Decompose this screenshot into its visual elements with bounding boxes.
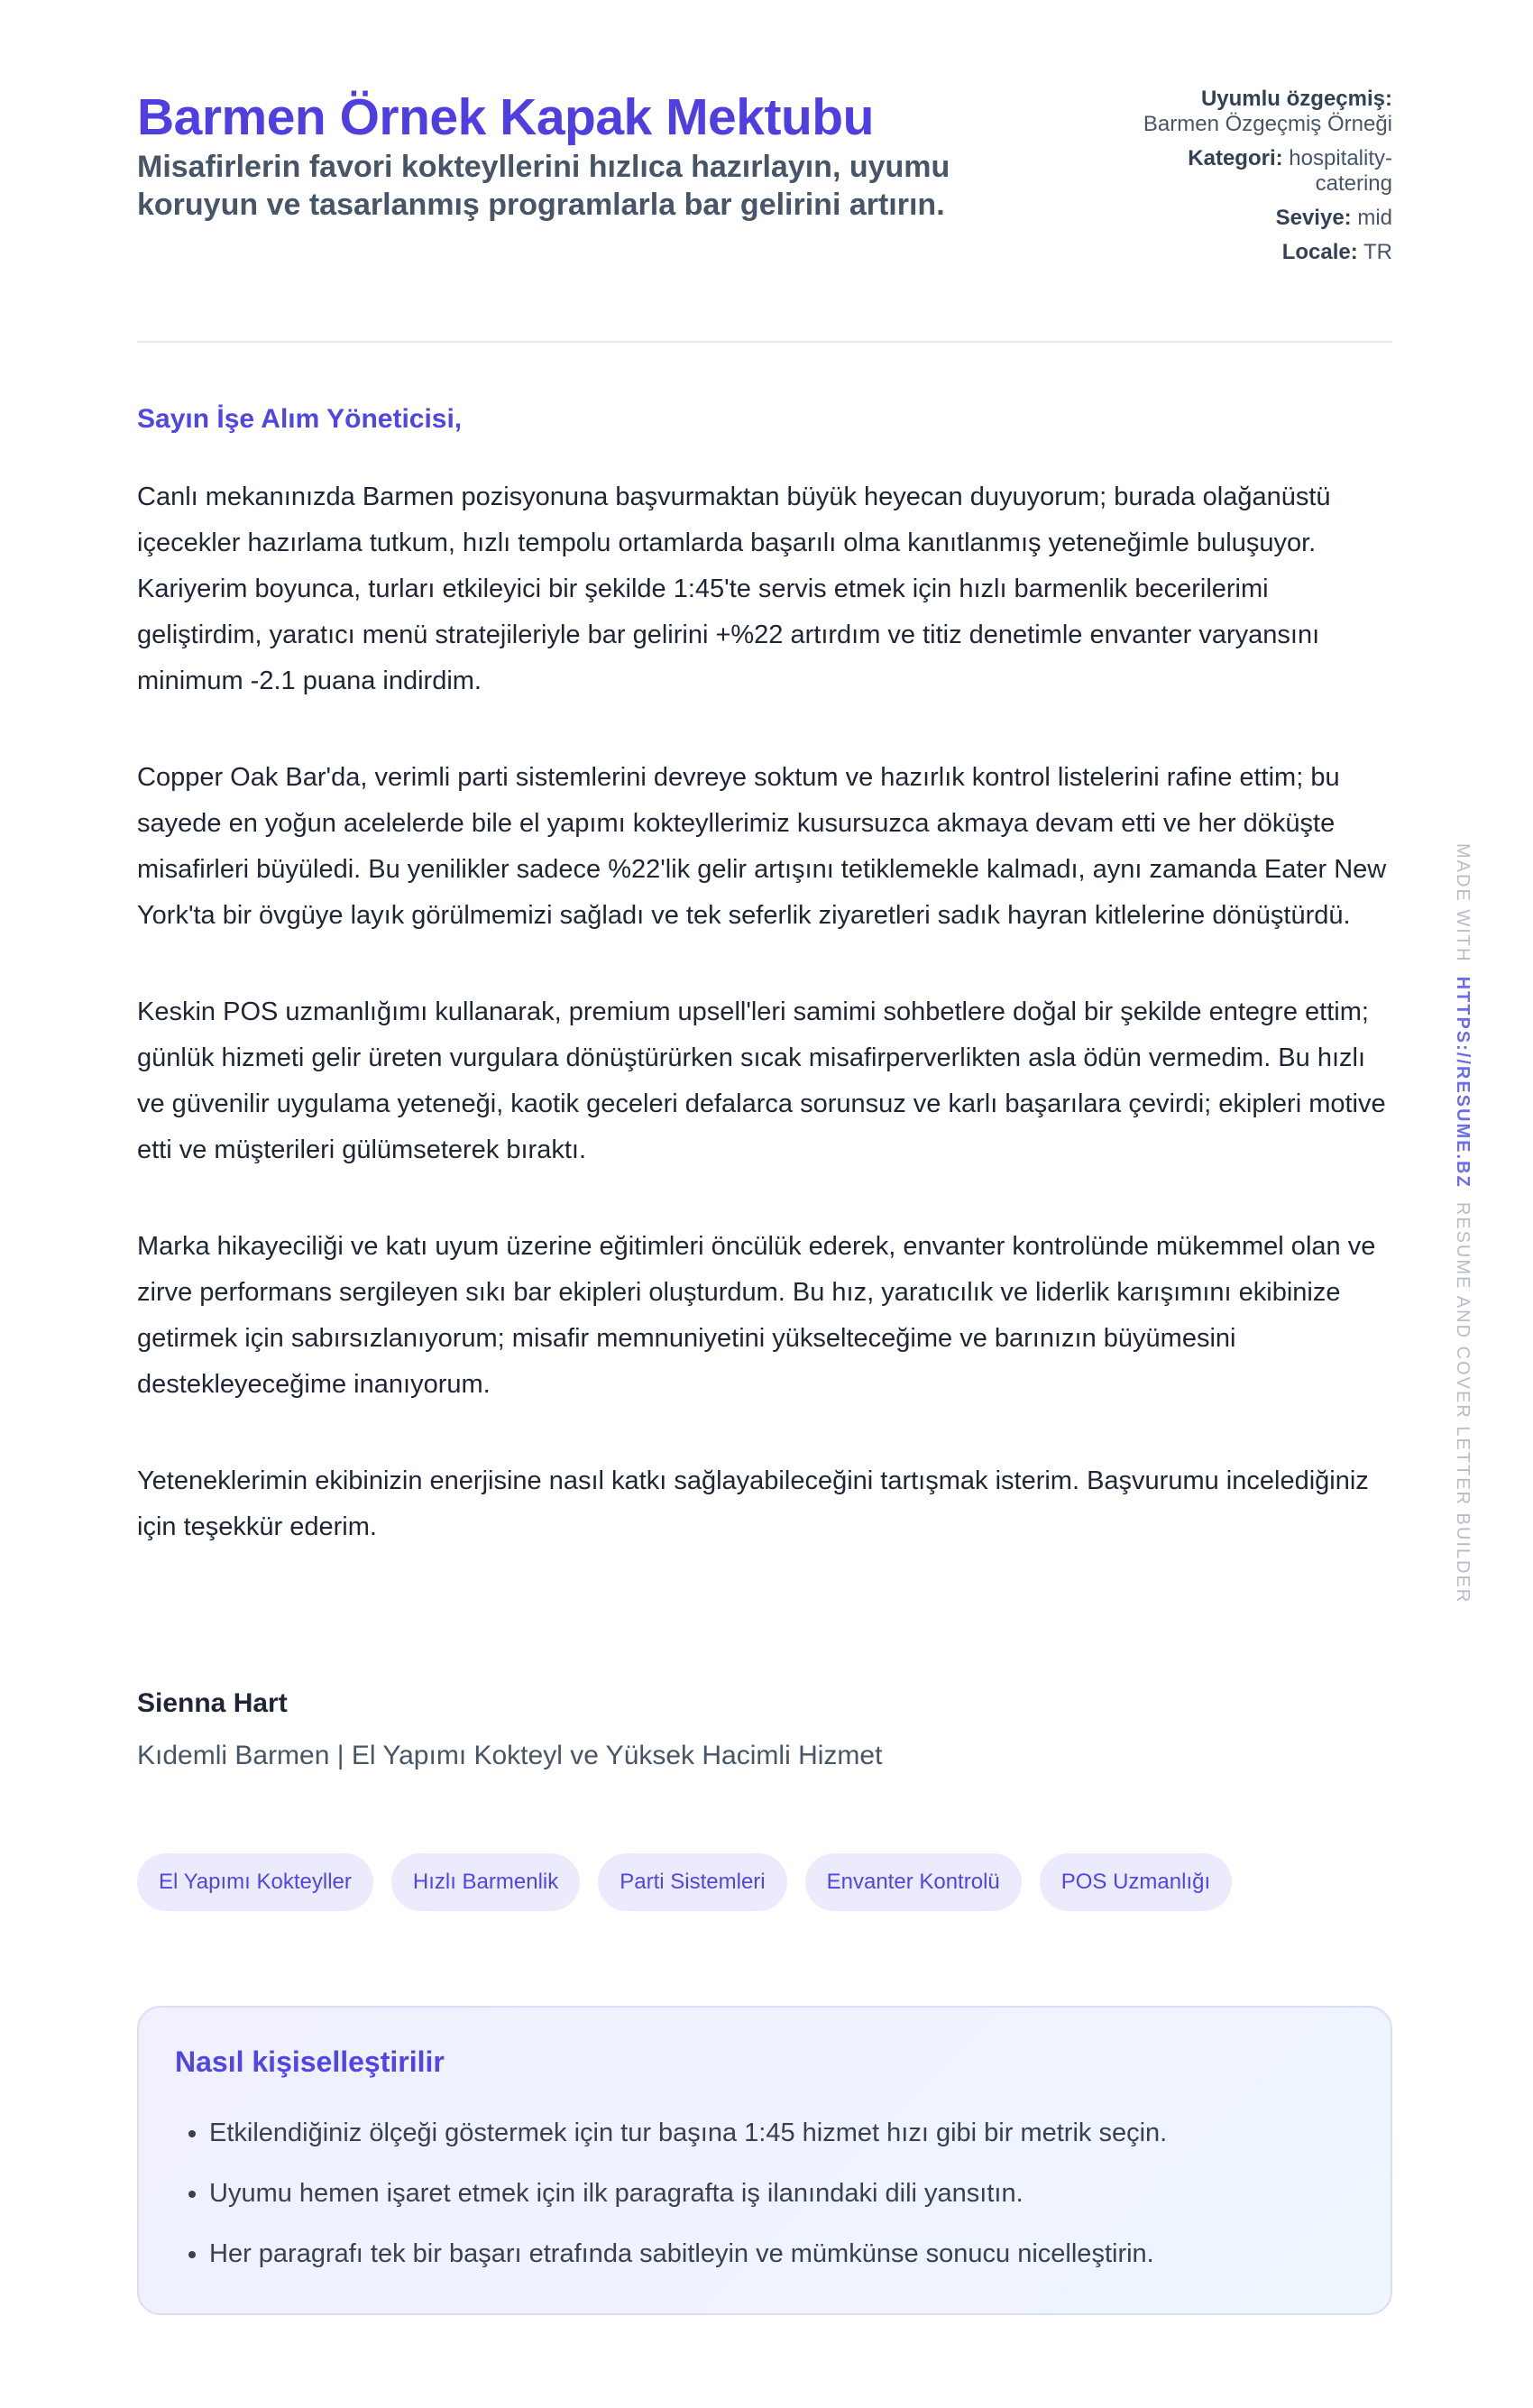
skill-tags bbox=[137, 1853, 1232, 1911]
personalization-tips bbox=[137, 2006, 1392, 2315]
paragraph: Canlı mekanınızda Barmen pozisyonuna başvurmaktan büyük heyecan duyuyorum; burada olağanüstü içecekler hazırlama tutkum, hızlı tempolu ortamlarda başarılı olma kanıtlanmış yeteneğimle buluşuyor. Kariyerim boyunca, turları etkileyici bir şekilde 1:45'te servis etmek için hızlı barmenlik becerilerimi geliştirdim, yaratıcı menü stratejileriyle bar gelirini +%22 artırdım ve titiz denetimle envanter varyansını minimum -2.1 puana indirdim. bbox=[137, 483, 1331, 695]
meta-category: Kategori: hospitality-catering bbox=[1188, 146, 1392, 196]
cover-letter-page bbox=[137, 0, 1392, 2268]
skill-tag: Hızlı Barmenlik bbox=[391, 1853, 580, 1911]
skill-tag: POS Uzmanlığı bbox=[1040, 1853, 1232, 1911]
page-title: Barmen Örnek Kapak Mektubu bbox=[137, 88, 874, 146]
resume-bz-link[interactable]: HTTPS://RESUME.BZ bbox=[1453, 976, 1473, 1189]
meta-level: Seviye: mid bbox=[1275, 206, 1392, 230]
page-subtitle: Misafirlerin favori kokteyllerini hızlıca hazırlayın, uyumu koruyun ve tasarlanmış programlarla bar gelirini artırın. bbox=[137, 150, 950, 222]
letter-body bbox=[137, 474, 1392, 1601]
signature-name: Sienna Hart bbox=[137, 1688, 288, 1718]
meta-locale: Locale: TR bbox=[1281, 240, 1392, 264]
tips-list bbox=[175, 2103, 1354, 2284]
tip-item: • Etkilendiğiniz ölçeği göstermek için tur başına 1:45 hizmet hızı gibi bir metrik seçin. bbox=[209, 2103, 1354, 2164]
skill-tag: Envanter Kontrolü bbox=[805, 1853, 1022, 1911]
greeting: Sayın İşe Alım Yöneticisi, bbox=[137, 404, 463, 434]
skill-tag: Parti Sistemleri bbox=[598, 1853, 786, 1911]
skill-tag: El Yapımı Kokteyller bbox=[137, 1853, 373, 1911]
tips-title: Nasıl kişiselleştirilir bbox=[175, 2045, 445, 2078]
paragraph: Keskin POS uzmanlığımı kullanarak, premium upsell'leri samimi sohbetlere doğal bir şekilde entegre ettim; günlük hizmeti gelir üreten vurgulara dönüştürürken sıcak misafirperverlikten asla ödün vermedim. Bu hızlı ve güvenilir uygulama yeteneği, kaotik geceleri defalarca sorunsuz ve karlı başarılara çevirdi; ekipleri motive etti ve müşterileri gülümseterek bıraktı. bbox=[137, 997, 1386, 1164]
meta-matching-resume: Uyumlu özgeçmiş: Barmen Özgeçmiş Örneği bbox=[1143, 87, 1392, 136]
paragraph: Yeteneklerimin ekibinizin enerjisine nasıl katkı sağlayabileceğini tartışmak isterim. Başvurumu incelediğiniz için teşekkür ederim. bbox=[137, 1466, 1369, 1541]
signature-title: Kıdemli Barmen | El Yapımı Kokteyl ve Yüksek Hacimli Hizmet bbox=[137, 1741, 883, 1770]
paragraph: Copper Oak Bar'da, verimli parti sistemlerini devreye soktum ve hazırlık kontrol listelerini rafine ettim; bu sayede en yoğun acelelerde bile el yapımı kokteyllerimiz kusursuzca akmaya devam etti ve her döküşte misafirleri büyüledi. Bu yenilikler sadece %22'lik gelir artışını tetiklemekle kalmadı, aynı zamanda Eater New York'ta bir övgüye layık görülmemizi sağladı ve tek seferlik ziyaretleri sadık hayran kitlelerine dönüştürdü. bbox=[137, 763, 1387, 930]
tip-item: • Her paragrafı tek bir başarı etrafında sabitleyin ve mümkünse sonucu nicelleştirin. bbox=[209, 2224, 1354, 2284]
meta-info bbox=[1122, 87, 1392, 274]
paragraph: Marka hikayeciliği ve katı uyum üzerine eğitimleri öncülük ederek, envanter kontrolünde mükemmel olan ve zirve performans sergileyen sıkı bar ekipleri oluşturdum. Bu hız, yaratıcılık ve liderlik karışımını ekibinize getirmek için sabırsızlanıyorum; misafir memnuniyetini yükselteceğime ve barınızın büyümesini destekleyeceğime inanıyorum. bbox=[137, 1232, 1376, 1399]
watermark: MADE WITH HTTPS://RESUME.BZ RESUME AND COVER LETTER BUILDER bbox=[1453, 843, 1473, 1604]
tip-item: • Uyumu hemen işaret etmek için ilk paragrafta iş ilanındaki dili yansıtın. bbox=[209, 2164, 1354, 2224]
header bbox=[137, 0, 1392, 343]
